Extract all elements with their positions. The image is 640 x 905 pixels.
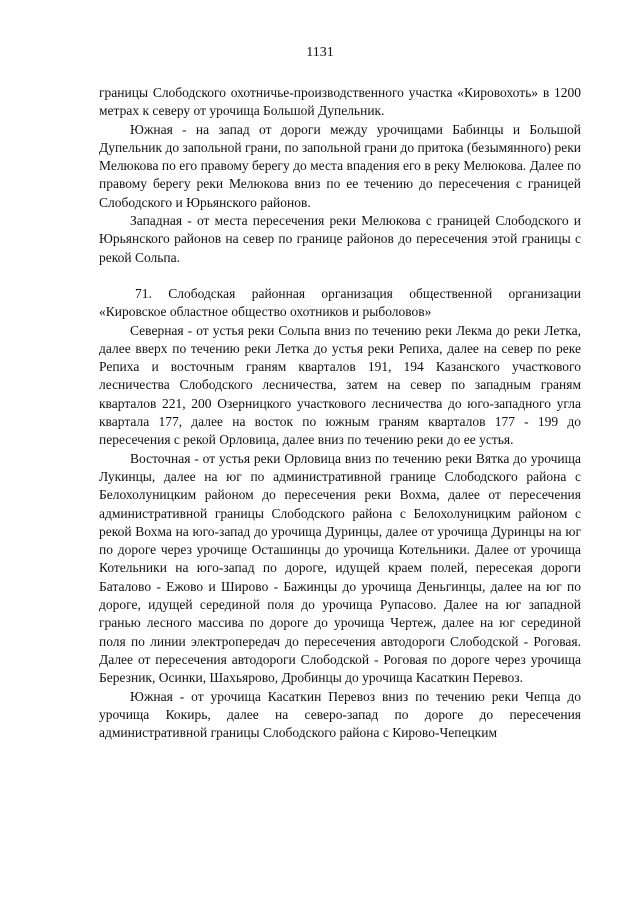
document-body: [99, 84, 581, 742]
paragraph-continuation: границы Слободского охотничье-производственного участка «Кировохоть» в 1200 метрах к северу от урочища Большой Дупельник.: [99, 85, 581, 119]
paragraph-south-boundary-2: Южная - от урочища Касаткин Перевоз вниз по течению реки Чепца до урочища Кокирь, далее на северо-запад по дороге до пересечения административной границы Слободского района с Кирово-Чепецким: [99, 688, 581, 741]
paragraph-south-boundary: Южная - на запад от дороги между урочищами Бабинцы и Большой Дупельник до запольной грани, по запольной грани до притока (безымянного) реки Мелюкова по его правому берегу до места впадения его в реку Мелюкова. Далее по правому берегу реки Мелюкова вниз по ее течению до пересечения с границей Слободского и Юрьянского районов.: [99, 121, 581, 210]
section-heading-71: 71. Слободская районная организация общественной организации «Кировское областное общество охотников и рыболовов»: [99, 285, 581, 320]
paragraph-east-boundary: Восточная - от устья реки Орловица вниз по течению реки Вятка до урочища Лукинцы, далее на юг по административной границе Слободского района с Белохолуницким районом до пересечения реки Вохма, далее от пересечения административной границы Слободского района с Белохолуницким районом с рекой Вохма на юго-запад до урочища Дуринцы, далее от урочища Дуринцы на юг по дороге через урочище Осташинцы до урочища Котельники. Далее от урочища Котельники на юго-запад по дороге, идущей краем полей, пересекая дороги Баталово - Ежово и Широво - Бажинцы до урочища Деньгинцы, далее на юг по дороге, идущей серединой поля до урочища Рупасово. Далее на юг западной гранью лесного массива по дороге до урочища Чертеж, далее на юг серединой поля по линии электропередач до пересечения автодороги Слободской - Роговая. Далее от пересечения автодороги Слободской - Роговая по дороге через урочища Березник, Осинки, Шахьярово, Дробинцы до урочища Касаткин Перевоз.: [99, 450, 581, 686]
paragraph-west-boundary: Западная - от места пересечения реки Мелюкова с границей Слободского и Юрьянского районов на север по границе районов до пересечения этой границы с рекой Сольпа.: [99, 213, 581, 265]
paragraph-north-boundary: Северная - от устья реки Сольпа вниз по течению реки Лекма до реки Летка, далее вверх по течению реки Летка до устья реки Репиха, далее на север по реке Репиха и восточным граням кварталов 191, 194 Казанского участкового лесничества Слободского лесничества, затем на север по западным граням кварталов 221, 200 Озерницкого участкового лесничества до юго-западного угла квартала 177, далее на восток по южным граням кварталов 177 - 199 до пересечения с рекой Орловица, далее вниз по течению реки до ее устья.: [99, 322, 581, 448]
page-number: 1131: [306, 45, 334, 60]
